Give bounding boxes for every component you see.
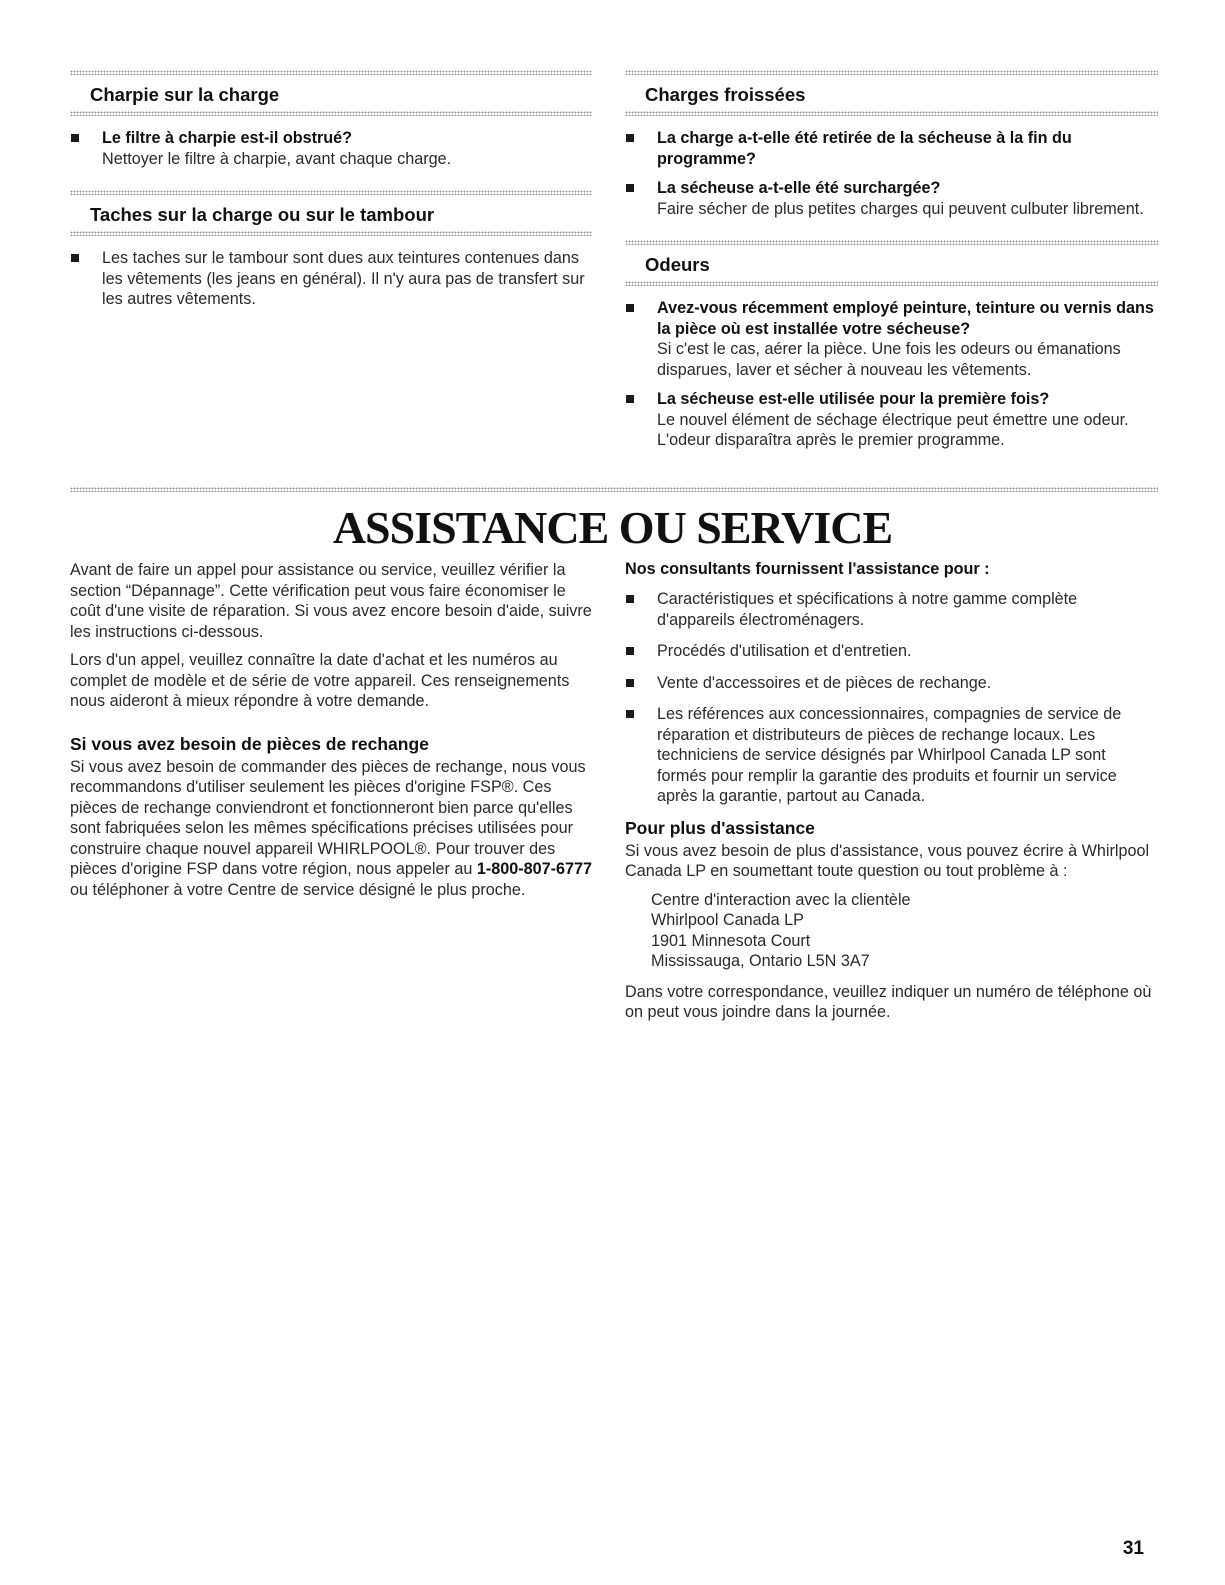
section-title-charpie: Charpie sur la charge bbox=[90, 84, 280, 105]
list-item bbox=[625, 673, 1158, 694]
item-answer: Nettoyer le filtre à charpie, avant chaque charge. bbox=[102, 149, 452, 168]
dotted-divider bbox=[70, 231, 592, 236]
square-bullet-icon bbox=[626, 395, 634, 403]
item-question: La sécheuse a-t-elle été surchargée? bbox=[657, 179, 941, 197]
section-items-charges-froissees bbox=[625, 128, 1158, 219]
item-text: Vente d'accessoires et de pièces de rechange. bbox=[657, 673, 992, 692]
address-line: Whirlpool Canada LP bbox=[651, 911, 804, 929]
item-text: Caractéristiques et spécifications à notre gamme complète d'appareils électroménagers. bbox=[657, 590, 1078, 629]
consultants-heading: Nos consultants fournissent l'assistance pour : bbox=[625, 560, 990, 578]
square-bullet-icon bbox=[626, 304, 634, 312]
list-item bbox=[70, 248, 592, 310]
item-answer: Faire sécher de plus petites charges qui peuvent culbuter librement. bbox=[657, 199, 1144, 218]
address-line: 1901 Minnesota Court bbox=[651, 931, 811, 950]
square-bullet-icon bbox=[626, 647, 634, 655]
closing-paragraph: Dans votre correspondance, veuillez indiquer un numéro de téléphone où on peut vous joindre dans la journée. bbox=[625, 982, 1152, 1021]
square-bullet-icon bbox=[626, 184, 634, 192]
list-item bbox=[625, 128, 1158, 169]
square-bullet-icon bbox=[71, 254, 79, 262]
phone-number: 1-800-807-6777 bbox=[476, 860, 593, 878]
list-item bbox=[625, 298, 1158, 380]
section-title-taches: Taches sur la charge ou sur le tambour bbox=[90, 204, 435, 225]
parts-text-end: ou téléphoner à votre Centre de service désigné le plus proche. bbox=[70, 880, 526, 899]
list-item bbox=[70, 128, 592, 169]
troubleshooting-left-column bbox=[70, 70, 592, 319]
item-question: La charge a-t-elle été retirée de la sécheuse à la fin du programme? bbox=[657, 129, 1072, 168]
assistance-left-column bbox=[70, 560, 595, 908]
square-bullet-icon bbox=[626, 710, 634, 718]
more-assistance-heading: Pour plus d'assistance bbox=[625, 817, 815, 838]
address-line: Mississauga, Ontario L5N 3A7 bbox=[651, 952, 870, 970]
square-bullet-icon bbox=[626, 595, 634, 603]
item-answer: Si c'est le cas, aérer la pièce. Une fois les odeurs ou émanations disparues, laver et sécher à nouveau les vêtements. bbox=[657, 340, 1121, 379]
dotted-divider bbox=[70, 111, 592, 116]
square-bullet-icon bbox=[626, 134, 634, 142]
item-text: Les taches sur le tambour sont dues aux teintures contenues dans les vêtements (les jeans en général). Il n'y aura pas de transfert sur les autres vêtements. bbox=[102, 249, 585, 308]
intro-paragraph: Lors d'un appel, veuillez connaître la date d'achat et les numéros au complet de modèle et de série de votre appareil. Ces renseignements nous aideront à mieux répondre à votre demande. bbox=[70, 651, 570, 710]
section-title-charges-froissees: Charges froissées bbox=[645, 84, 806, 105]
list-item bbox=[625, 589, 1158, 630]
square-bullet-icon bbox=[626, 679, 634, 687]
assistance-right-column bbox=[625, 560, 1158, 1031]
section-items-charpie bbox=[70, 128, 592, 169]
dotted-divider bbox=[625, 281, 1158, 286]
section-items-odeurs bbox=[625, 298, 1158, 451]
parts-paragraph bbox=[70, 757, 595, 901]
square-bullet-icon bbox=[71, 134, 79, 142]
parts-heading: Si vous avez besoin de pièces de rechange bbox=[70, 733, 429, 754]
item-answer: Le nouvel élément de séchage électrique peut émettre une odeur. L'odeur disparaîtra après le premier programme. bbox=[657, 410, 1129, 449]
list-item bbox=[625, 389, 1158, 451]
item-text: Les références aux concessionnaires, compagnies de service de réparation et distributeurs de pièces de rechange locaux. Les techniciens de service désignés par Whirlpool Canada LP sont formés pour remplir la garantie des produits et fournir un service après la garantie, partout au Canada. bbox=[657, 705, 1122, 805]
list-item bbox=[625, 178, 1158, 219]
item-question: Le filtre à charpie est-il obstrué? bbox=[102, 129, 353, 147]
list-item bbox=[625, 704, 1158, 807]
item-question: La sécheuse est-elle utilisée pour la première fois? bbox=[657, 390, 1050, 408]
section-items-taches bbox=[70, 248, 592, 310]
dotted-divider bbox=[625, 111, 1158, 116]
address-line: Centre d'interaction avec la clientèle bbox=[651, 890, 911, 909]
more-assistance-paragraph: Si vous avez besoin de plus d'assistance, vous pouvez écrire à Whirlpool Canada LP en soumettant toute question ou tout problème à : bbox=[625, 841, 1150, 880]
item-text: Procédés d'utilisation et d'entretien. bbox=[657, 642, 912, 660]
mailing-address bbox=[651, 890, 1158, 972]
troubleshooting-right-column bbox=[625, 70, 1158, 460]
page-title: ASSISTANCE OU SERVICE bbox=[332, 502, 893, 553]
item-question: Avez-vous récemment employé peinture, teinture ou vernis dans la pièce où est installée votre sécheuse? bbox=[657, 299, 1154, 338]
dotted-divider bbox=[70, 487, 1158, 492]
page-number: 31 bbox=[1122, 1538, 1144, 1559]
consultants-list bbox=[625, 589, 1158, 807]
section-title-odeurs: Odeurs bbox=[645, 254, 710, 275]
list-item bbox=[625, 641, 1158, 662]
parts-text: Si vous avez besoin de commander des pièces de rechange, nous vous recommandons d'utiliser seulement les pièces d'origine FSP®. Ces pièces de rechange conviendront et fonctionneront bien parce qu'elles sont fabriquées selon les mêmes spécifications précises utilisées pour construire chaque nouvel appareil WHIRLPOOL®. Pour trouver des pièces d'origine FSP dans votre région, nous appeler au bbox=[70, 757, 586, 878]
intro-paragraph: Avant de faire un appel pour assistance ou service, veuillez vérifier la section “Dépannage”. Cette vérification peut vous faire économiser le coût d'une visite de réparation. Si vous avez encore besoin d'aide, suivre les instructions ci-dessous. bbox=[70, 561, 592, 641]
